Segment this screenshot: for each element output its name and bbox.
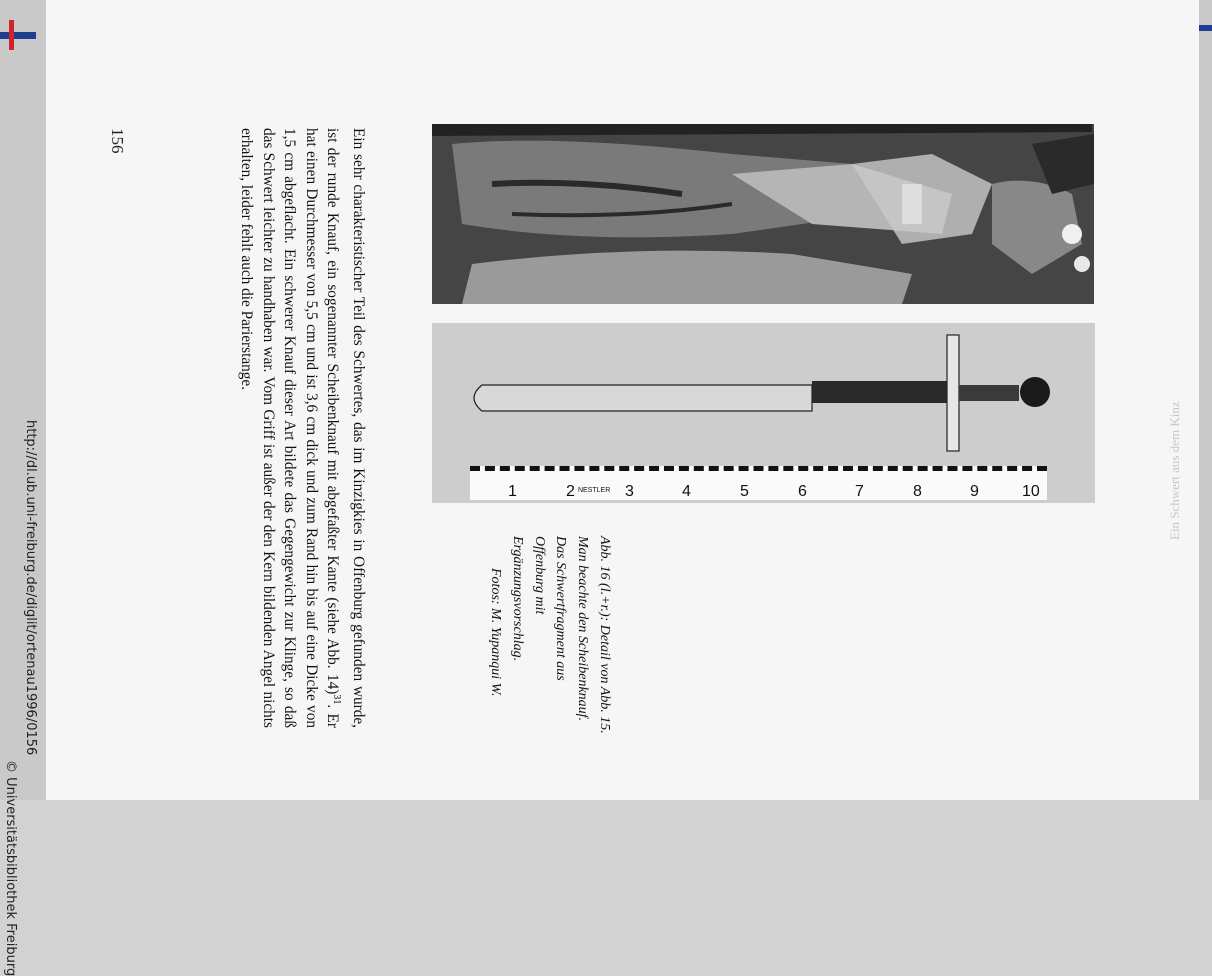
caption-text: Abb. 16 (l.+r.): Detail von Abb. 15. Man beachte den Scheibenknauf. Das Schwertfragment aus Offenburg mit Ergänzungsvorschlag. bbox=[509, 536, 612, 734]
ruler-scale bbox=[470, 477, 1047, 501]
body-text-part1: Ein sehr charakteristischer Teil des Schwertes, das im Kinzigkies in Offenburg gefunden wurde, ist der runde Knauf, ein sogenannter Scheibenknauf mit abgefaßter Kante (siehe Abb. 14) bbox=[324, 128, 367, 728]
ruler-label-6: 6 bbox=[798, 483, 807, 500]
copyright-notice: © Universitätsbibliothek Freiburg bbox=[3, 760, 18, 976]
body-paragraph bbox=[236, 128, 369, 728]
figure-caption bbox=[484, 536, 615, 741]
sword-fragment-image bbox=[432, 323, 1095, 473]
photo-credit: Fotos: M. Yupanqui W. bbox=[488, 568, 504, 697]
ruler-label-5: 5 bbox=[740, 483, 749, 500]
ruler-label-1: 1 bbox=[508, 483, 517, 500]
scanned-page bbox=[46, 0, 1199, 800]
photo-statue-detail bbox=[432, 124, 1094, 304]
measuring-ruler bbox=[470, 466, 1047, 500]
ruler-label-10: 10 bbox=[1022, 483, 1040, 500]
footnote-ref: 31 bbox=[331, 694, 343, 705]
ruler-label-9: 9 bbox=[970, 483, 979, 500]
ruler-label-7: 7 bbox=[855, 483, 864, 500]
library-logo-icon bbox=[0, 20, 40, 50]
body-text-part2: . Er hat einen Durchmesser von 5,5 cm und ist 3,6 cm dick und zum Rand hin bis auf eine Dicke von 1,5 cm abgeflacht. Ein schwerer Knauf dieser Art bildete das Gegengewicht zur Klinge, so daß das Schwert leichter zu handhaben war. Vom Griff ist außer der den Kern bildenden Angel nichts erhalten, leider fehlt auch die Parierstange. bbox=[238, 128, 342, 728]
ruler-brand: NESTLER bbox=[578, 487, 611, 494]
ruler-label-3: 3 bbox=[625, 483, 634, 500]
page-number: 156 bbox=[108, 128, 127, 154]
viewer-right-margin bbox=[1199, 0, 1212, 800]
source-url[interactable]: http://dl.ub.uni-freiburg.de/diglit/ortenau1996/0156 bbox=[23, 420, 38, 756]
ruler-label-8: 8 bbox=[913, 483, 922, 500]
ruler-label-2: 2 bbox=[566, 483, 575, 500]
library-logo-right-icon bbox=[1199, 20, 1212, 40]
ruler-label-4: 4 bbox=[682, 483, 691, 500]
bleed-through-text: Ein Schwert aus dem Kinz bbox=[1167, 401, 1182, 540]
photo-sword-with-ruler bbox=[432, 323, 1095, 503]
